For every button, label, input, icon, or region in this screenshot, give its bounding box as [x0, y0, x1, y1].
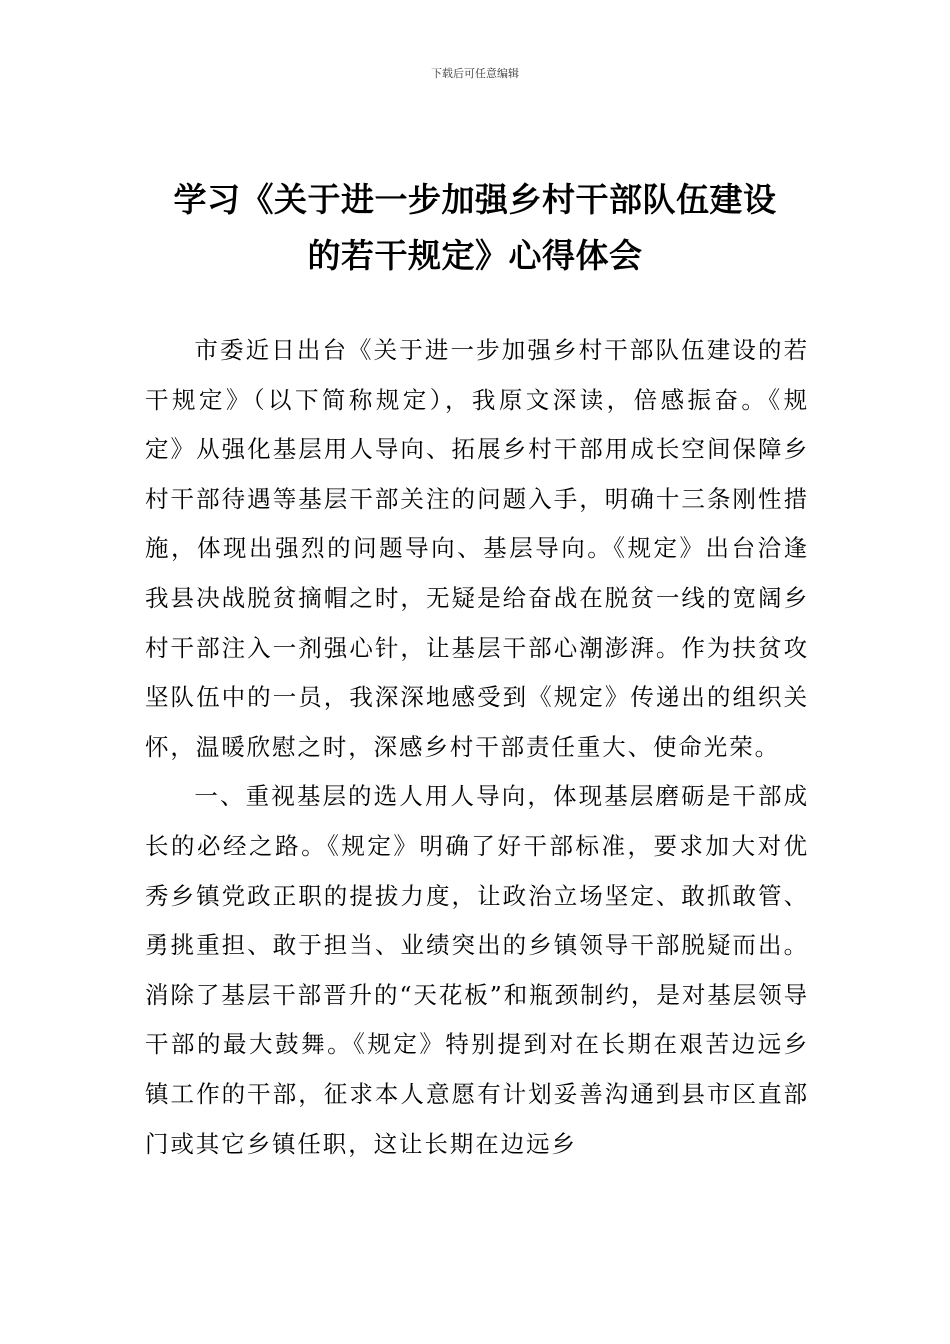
document-body [145, 326, 809, 1169]
paragraph-intro: 市委近日出台《关于进一步加强乡村干部队伍建设的若干规定》（以下简称规定），我原文深读，倍感振奋。《规定》从强化基层用人导向、拓展乡村干部用成长空间保障乡村干部待遇等基层干部关注的问题入手，明确十三条刚性措施，体现出强烈的问题导向、基层导向。《规定》出台洽逢我县决战脱贫摘帽之时，无疑是给奋战在脱贫一线的宽阔乡村干部注入一剂强心针，让基层干部心潮澎湃。作为扶贫攻坚队伍中的一员，我深深地感受到《规定》传递出的组织关怀，温暖欣慰之时，深感乡村干部责任重大、使命光荣。 [145, 336, 809, 761]
document-title [140, 172, 810, 284]
header-note: 下载后可任意编辑 [431, 67, 519, 80]
title-line-1: 学习《关于进一步加强乡村干部队伍建设 [173, 180, 777, 219]
title-line-2: 的若干规定》心得体会 [307, 236, 643, 275]
paragraph-section-1: 一、重视基层的选人用人导向，体现基层磨砺是干部成长的必经之路。《规定》明确了好干部标准，要求加大对优秀乡镇党政正职的提拔力度，让政治立场坚定、敢抓敢管、勇挑重担、敢于担当、业绩突出的乡镇领导干部脱疑而出。消除了基层干部晋升的“天花板”和瓶颈制约，是对基层领导干部的最大鼓舞。《规定》特别提到对在长期在艰苦边远乡镇工作的干部，征求本人意愿有计划妥善沟通到县市区直部门或其它乡镇任职，这让长期在边远乡 [145, 782, 809, 1158]
